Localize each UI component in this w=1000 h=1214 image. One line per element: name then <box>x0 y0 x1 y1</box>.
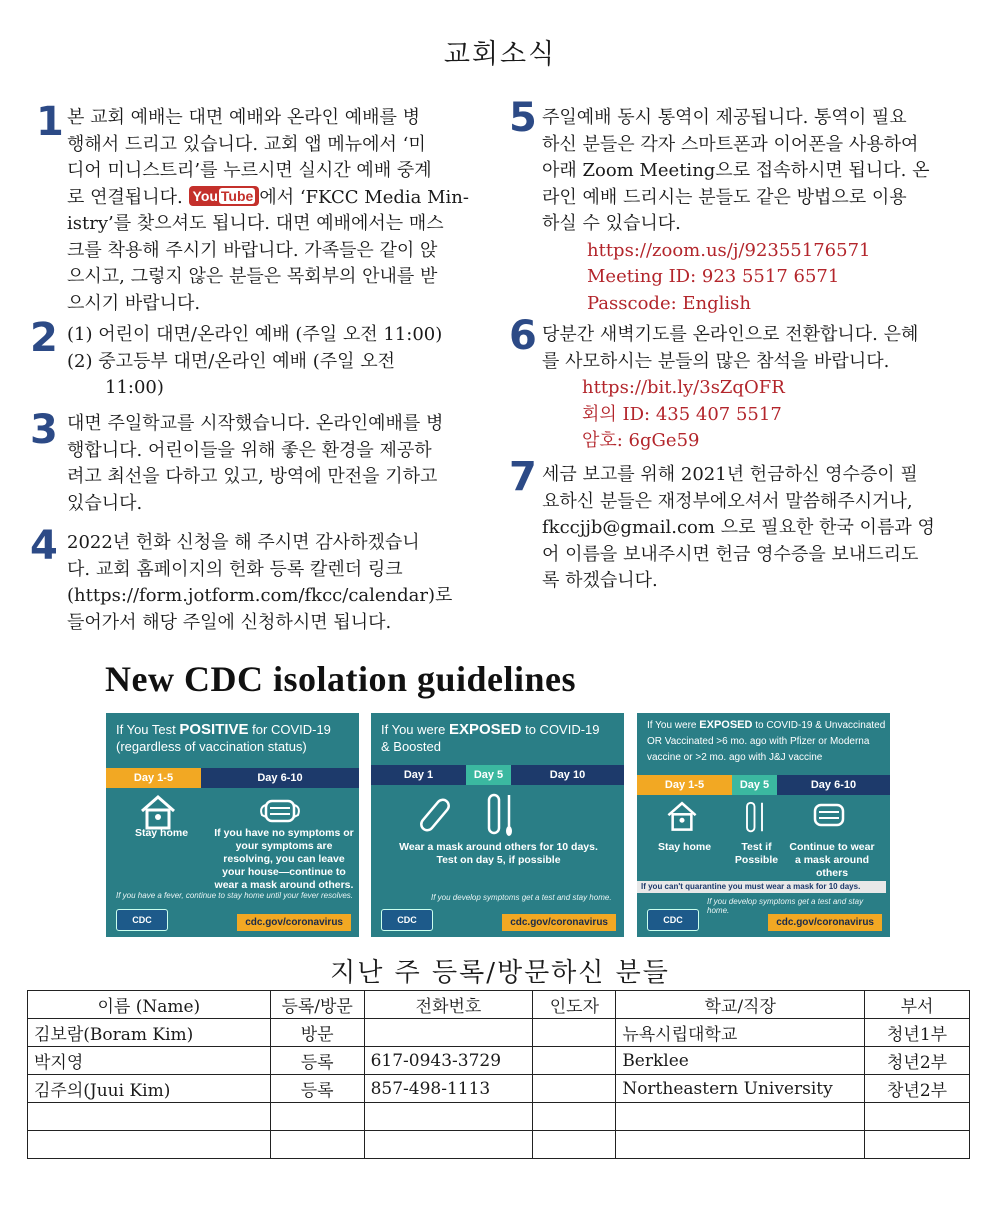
table-cell: 등록 <box>270 1047 364 1075</box>
news-line: 크를 착용해 주시기 바랍니다. 가족들은 같이 앉 <box>67 239 438 261</box>
table-row <box>28 1047 970 1075</box>
news-line: 행합니다. 어린이들을 위해 좋은 환경을 제공하 <box>67 439 432 461</box>
heading-text: to COVID-19 <box>521 722 600 737</box>
no-symptoms-text: If you have no symptoms or your symptoms are resolving, you can leave your house—continue to wear a mask around others. <box>214 827 354 891</box>
item-number-5: 5 <box>509 95 537 141</box>
news-line: 대면 주일학교를 시작했습니다. 온라인예배를 병 <box>67 413 444 434</box>
news-line: 있습니다. <box>67 492 143 514</box>
news-item-5 <box>542 105 970 317</box>
test-tube-icon <box>741 797 771 837</box>
timeline-segment: Day 1-5 <box>637 775 732 795</box>
table-cell <box>533 1103 616 1131</box>
table-cell <box>364 1103 533 1131</box>
news-line: istry’를 찾으셔도 됩니다. 대면 예배에서는 매스 <box>67 213 444 234</box>
news-text: 로 연결됩니다. <box>67 186 183 208</box>
cdc-url[interactable]: cdc.gov/coronavirus <box>502 914 616 931</box>
prayer-link[interactable]: https://bit.ly/3sZqOFR <box>582 377 785 398</box>
news-item-2 <box>67 322 497 402</box>
timeline <box>637 775 890 795</box>
cdc-panel-exposed-unvaccinated <box>637 713 890 937</box>
item-number-2: 2 <box>30 315 58 361</box>
table-cell <box>364 1019 533 1047</box>
news-line: 요하신 분들은 재정부에오셔서 말씀해주시거나, <box>542 490 913 512</box>
house-icon <box>665 799 699 833</box>
youtube-logo[interactable] <box>189 186 260 206</box>
news-line: 행해서 드리고 있습니다. 교회 앱 메뉴에서 ‘미 <box>67 133 426 155</box>
heading-text: to COVID-19 & Unvaccinated OR Vaccinated >6 mo. ago with Pfizer or Moderna vaccine or >2 mo. ago with J&J vaccine <box>647 720 886 763</box>
wear-mask-text: Wear a mask around others for 10 days. Test on day 5, if possible <box>399 841 598 866</box>
house-icon <box>138 793 178 831</box>
news-line: 주일예배 동시 통역이 제공됩니다. 통역이 필요 <box>542 107 907 128</box>
news-text: 에서 ‘FKCC Media Min- <box>259 186 469 208</box>
table-cell <box>364 1131 533 1159</box>
news-line: (1) 어린이 대면/온라인 예배 (주일 오전 11:00) <box>67 324 443 345</box>
table-cell <box>616 1131 865 1159</box>
table-cell: 김보람(Boram Kim) <box>28 1019 271 1047</box>
news-line: 으시기 바랍니다. <box>67 292 201 314</box>
symptoms-note: If you develop symptoms get a test and stay home. <box>431 893 612 902</box>
youtube-logo-you: You <box>192 187 218 204</box>
table-cell <box>616 1103 865 1131</box>
heading-emphasis: EXPOSED <box>448 721 522 738</box>
zoom-passcode: Passcode: English <box>587 292 751 314</box>
visitors-title: 지난 주 등록/방문하신 분들 <box>330 958 670 988</box>
news-line: 라인 예배 드리시는 분들도 같은 방법으로 이용 <box>542 186 907 208</box>
continue-mask-text: Continue to wear a mask around others <box>789 841 875 879</box>
cdc-logo: CDC <box>116 909 168 931</box>
fever-note: If you have a fever, continue to stay home until your fever resolves. <box>116 891 354 900</box>
cdc-section-title: New CDC isolation guidelines <box>105 659 577 699</box>
news-line: 11:00) <box>105 377 164 398</box>
stay-home-text: Stay home <box>657 841 712 853</box>
news-line: 려고 최선을 다하고 있고, 방역에 만전을 기하고 <box>67 466 438 487</box>
news-line: 하신 분들은 각자 스마트폰과 이어폰을 사용하여 <box>542 133 919 155</box>
timeline-segment: Day 1 <box>371 765 466 785</box>
cdc-logo: CDC <box>647 909 699 931</box>
prayer-passcode: 암호: 6gGe59 <box>582 430 700 451</box>
table-header-row <box>28 991 970 1019</box>
item-number-4: 4 <box>30 523 58 569</box>
timeline <box>106 768 359 788</box>
mask-icon <box>807 801 851 829</box>
table-cell <box>533 1019 616 1047</box>
timeline-segment: Day 6-10 <box>201 768 359 788</box>
zoom-link[interactable]: https://zoom.us/j/92355176571 <box>587 239 871 261</box>
table-row <box>28 1103 970 1131</box>
thermometer-icon <box>411 793 461 837</box>
news-line: 본 교회 예배는 대면 예배와 온라인 예배를 병 <box>67 107 421 128</box>
item-number-3: 3 <box>30 407 58 453</box>
heading-subtext: & Boosted <box>381 739 441 754</box>
table-cell <box>28 1103 271 1131</box>
table-cell: 청년2부 <box>865 1047 970 1075</box>
table-cell: 박지영 <box>28 1047 271 1075</box>
timeline-segment: Day 10 <box>511 765 624 785</box>
news-line: fkccjjb@gmail.com 으로 필요한 한국 이름과 영 <box>542 517 935 538</box>
table-cell <box>865 1131 970 1159</box>
item-number-1: 1 <box>36 99 64 145</box>
heading-subtext: (regardless of vaccination status) <box>116 739 307 754</box>
cdc-logo: CDC <box>381 909 433 931</box>
news-line: 하실 수 있습니다. <box>542 213 681 234</box>
news-line: 들어가서 해당 주일에 신청하시면 됩니다. <box>67 611 392 633</box>
timeline <box>371 765 624 785</box>
news-line: 디어 미니스트리’를 누르시면 실시간 예배 중계 <box>67 160 432 181</box>
test-if-possible-text: Test if Possible <box>734 841 779 866</box>
table-cell <box>28 1131 271 1159</box>
heading-emphasis: POSITIVE <box>179 721 249 738</box>
news-line <box>67 185 490 212</box>
column-header: 인도자 <box>533 991 616 1019</box>
news-line: 어 이름을 보내주시면 헌금 영수증을 보내드리도 <box>542 543 919 565</box>
column-header: 등록/방문 <box>270 991 364 1019</box>
news-item-7 <box>542 462 970 595</box>
panel-heading <box>647 717 887 766</box>
table-cell <box>270 1131 364 1159</box>
table-cell: 뉴욕시립대학교 <box>616 1019 865 1047</box>
table-cell: 857-498-1113 <box>364 1075 533 1103</box>
heading-text: If You were <box>647 720 700 731</box>
heading-text: If You were <box>381 722 449 737</box>
test-tube-icon <box>481 791 521 837</box>
news-line: (https://form.jotform.com/fkcc/calendar)로 <box>67 585 453 606</box>
table-row <box>28 1075 970 1103</box>
news-line: 으시고, 그렇지 않은 분들은 목회부의 안내를 받 <box>67 266 438 287</box>
table-cell <box>533 1131 616 1159</box>
table-cell <box>270 1103 364 1131</box>
timeline-segment: Day 5 <box>466 765 511 785</box>
table-cell: 청년1부 <box>865 1019 970 1047</box>
news-item-3 <box>67 411 477 517</box>
news-item-4 <box>67 530 477 636</box>
item-number-6: 6 <box>509 313 537 359</box>
news-item-6 <box>542 322 970 455</box>
quarantine-bar: If you can't quarantine you must wear a mask for 10 days. <box>637 881 886 893</box>
zoom-meeting-id: Meeting ID: 923 5517 6571 <box>587 266 840 287</box>
symptoms-note: If you develop symptoms get a test and stay home. <box>707 897 864 915</box>
column-header: 부서 <box>865 991 970 1019</box>
youtube-logo-tube: Tube <box>220 187 254 204</box>
page-title: 교회소식 <box>443 39 557 70</box>
timeline-segment: Day 6-10 <box>777 775 890 795</box>
mask-icon <box>258 797 302 825</box>
column-header: 이름 (Name) <box>28 991 271 1019</box>
column-header: 전화번호 <box>364 991 533 1019</box>
heading-text: for COVID-19 <box>248 722 331 737</box>
cdc-url[interactable]: cdc.gov/coronavirus <box>237 914 351 931</box>
table-cell <box>533 1075 616 1103</box>
panel-heading <box>116 721 331 755</box>
table-row <box>28 1131 970 1159</box>
cdc-panel-exposed-boosted <box>371 713 624 937</box>
item-number-7: 7 <box>509 454 537 500</box>
news-line: 다. 교회 홈페이지의 헌화 등록 칼렌더 링크 <box>67 558 403 580</box>
cdc-panel-positive <box>106 713 359 937</box>
table-cell: 방문 <box>270 1019 364 1047</box>
table-cell: 창년2부 <box>865 1075 970 1103</box>
prayer-meeting-id: 회의 ID: 435 407 5517 <box>582 403 782 425</box>
table-cell <box>533 1047 616 1075</box>
heading-text: If You Test <box>116 722 180 737</box>
news-line: 를 사모하시는 분들의 많은 참석을 바랍니다. <box>542 350 890 372</box>
panel-heading <box>381 721 600 755</box>
news-line: 록 하겠습니다. <box>542 570 658 591</box>
table-cell: 김주의(Juui Kim) <box>28 1075 271 1103</box>
table-cell: Berklee <box>616 1047 865 1075</box>
news-line: 세금 보고를 위해 2021년 헌금하신 영수증이 필 <box>542 464 918 485</box>
table-cell: Northeastern University <box>616 1075 865 1103</box>
timeline-segment: Day 5 <box>732 775 777 795</box>
news-item-1 <box>67 105 490 317</box>
table-cell <box>865 1103 970 1131</box>
news-line: 2022년 헌화 신청을 해 주시면 감사하겠습니 <box>67 532 420 553</box>
table-cell: 617-0943-3729 <box>364 1047 533 1075</box>
news-line: 당분간 새벽기도를 온라인으로 전환합니다. 은혜 <box>542 324 919 345</box>
stay-home-text: Stay home <box>134 827 189 839</box>
heading-emphasis: EXPOSED <box>699 719 753 731</box>
visitors-table <box>27 990 970 1159</box>
cdc-url[interactable]: cdc.gov/coronavirus <box>768 914 882 931</box>
column-header: 학교/직장 <box>616 991 865 1019</box>
table-row <box>28 1019 970 1047</box>
news-line: 아래 Zoom Meeting으로 접속하시면 됩니다. 온 <box>542 160 930 181</box>
table-cell: 등록 <box>270 1075 364 1103</box>
timeline-segment: Day 1-5 <box>106 768 201 788</box>
news-line: (2) 중고등부 대면/온라인 예배 (주일 오전 <box>67 350 396 372</box>
